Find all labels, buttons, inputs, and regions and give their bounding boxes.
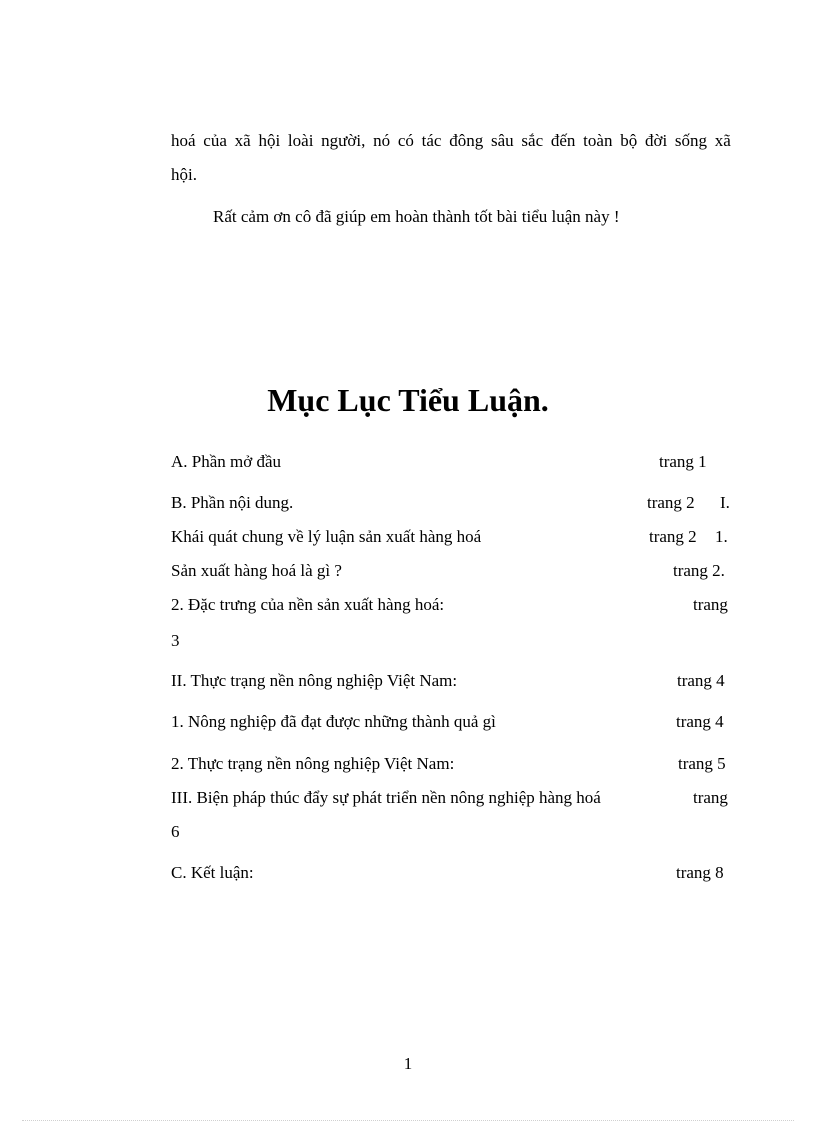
toc-entry-text: 2. Đặc trưng của nền sản xuất hàng hoá: (171, 595, 445, 614)
toc-title: Mục Lục Tiểu Luận. (267, 382, 549, 418)
toc-entry-page: trang 4 (676, 712, 724, 731)
word: nó (373, 131, 391, 150)
toc-entry-page: trang 5 (678, 754, 726, 773)
word: người, (321, 131, 366, 150)
word: toàn (583, 131, 613, 150)
toc-entry-page: trang 1 (659, 452, 707, 471)
toc-entry-text: II. Thực trạng nền nông nghiệp Việt Nam: (171, 671, 458, 690)
intro-line-2: hội. (171, 165, 197, 184)
toc-entry-page: trang 2. (673, 561, 725, 580)
word: đến (550, 131, 576, 150)
word: tác (421, 131, 442, 150)
word: sâu (490, 131, 514, 150)
toc-entry-page: trang 2 (649, 527, 697, 546)
toc-entry-page-wrap: 6 (171, 822, 180, 841)
toc-entry-text: Khái quát chung về lý luận sản xuất hàng hoá (171, 527, 482, 546)
word: loài (287, 131, 314, 150)
word: xã (234, 131, 251, 150)
toc-entry-page-wrap: 3 (171, 631, 180, 650)
toc-entry-text: III. Biện pháp thúc đẩy sự phát triển nền nông nghiệp hàng hoá (171, 788, 601, 807)
word: của (203, 131, 227, 150)
page-bottom-divider (22, 1120, 794, 1121)
word: có (397, 131, 414, 150)
toc-entry-tail: I. (720, 493, 730, 512)
toc-entry-tail: 1. (715, 527, 728, 546)
word: hội (258, 131, 281, 150)
toc-entry-page: trang 4 (677, 671, 725, 690)
toc-entry-text: 1. Nông nghiệp đã đạt được những thành quả gì (171, 712, 496, 731)
word: sống (674, 131, 708, 150)
toc-entry-page: trang (693, 595, 728, 614)
toc-entry-page: trang (693, 788, 728, 807)
toc-entry-text: A. Phần mở đầu (171, 452, 282, 471)
toc-entry-text: B. Phần nội dung. (171, 493, 294, 512)
page-number: 1 (403, 1054, 413, 1073)
intro-line-1 (171, 131, 731, 151)
word: đời (644, 131, 668, 150)
word: hoá (171, 131, 196, 150)
thanks-line: Rất cảm ơn cô đã giúp em hoàn thành tốt bài tiểu luận này ! (213, 207, 620, 226)
word: bộ (620, 131, 638, 150)
word: đông (449, 131, 484, 150)
word: xã (714, 131, 731, 150)
toc-entry-text: 2. Thực trạng nền nông nghiệp Việt Nam: (171, 754, 455, 773)
word: sắc (521, 131, 544, 150)
toc-entry-text: Sản xuất hàng hoá là gì ? (171, 561, 342, 580)
toc-entry-page: trang 8 (676, 863, 724, 882)
toc-entry-page: trang 2 (647, 493, 695, 512)
toc-entry-text: C. Kết luận: (171, 863, 254, 882)
